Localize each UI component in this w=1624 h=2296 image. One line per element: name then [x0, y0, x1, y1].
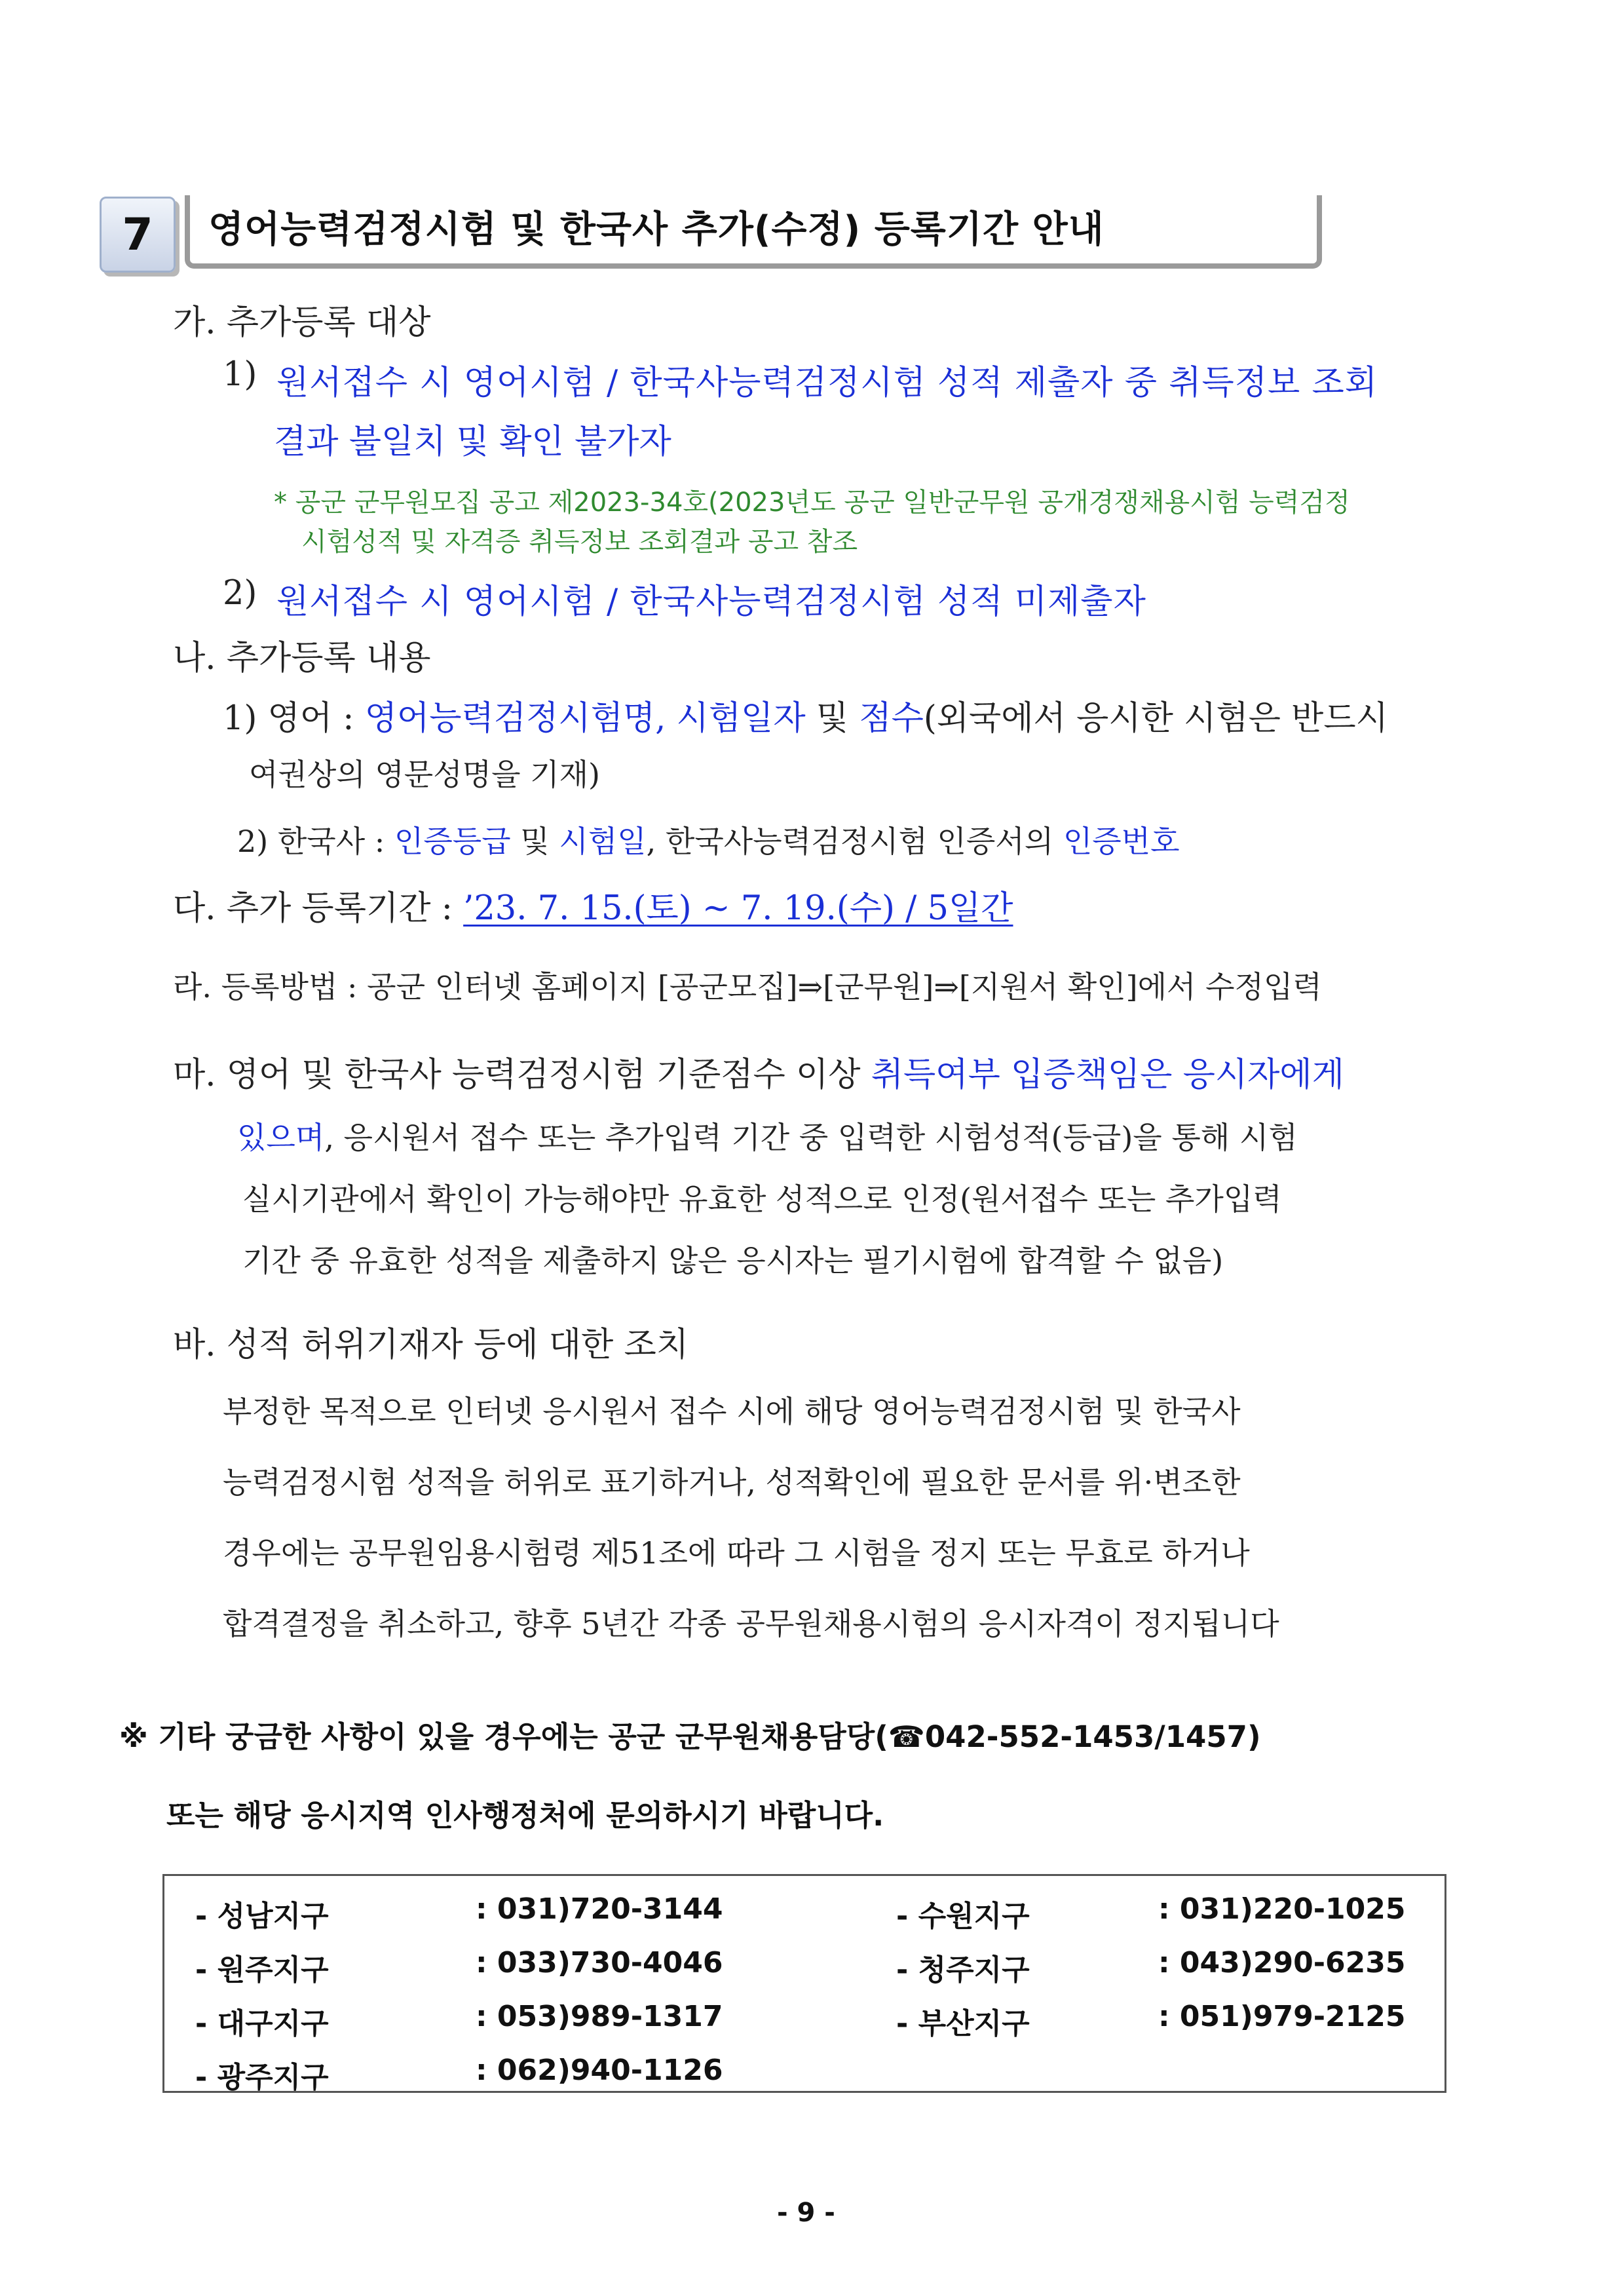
phone-name-cheongju: - 청주지구: [896, 1953, 1030, 1987]
section-ba-line1: 부정한 목적으로 인터넷 응시원서 접수 시에 해당 영어능력검정시험 및 한국사: [223, 1394, 1241, 1429]
section-na-item2: [237, 818, 1180, 861]
section-na-heading: 나. 추가등록 내용: [173, 639, 431, 678]
section-na-item1-and: 및: [816, 699, 849, 738]
section-ga-item1-line1: 원서접수 시 영어시험 / 한국사능력검정시험 성적 제출자 중 취득정보 조회: [276, 364, 1378, 402]
section-ma-line2: [237, 1114, 1298, 1157]
section-ra: 라. 등록방법 : 공군 인터넷 홈페이지 [공군모집]⇒[군무원]⇒[지원서 확인]에서 수정입력: [173, 969, 1322, 1004]
section-ba-heading: 바. 성적 허위기재자 등에 대한 조치: [173, 1326, 689, 1364]
page-number: - 9 -: [777, 2198, 835, 2228]
section-ga-item2-num: 2): [223, 574, 257, 613]
phone-number-busan: : 051)979-2125: [1158, 2000, 1406, 2033]
section-da: [173, 881, 1013, 929]
section-ga-heading: 가. 추가등록 대상: [173, 303, 431, 342]
phone-number-cheongju: : 043)290-6235: [1158, 1946, 1406, 1980]
section-ba-line2: 능력검정시험 성적을 허위로 표기하거나, 성적확인에 필요한 문서를 위·변조한: [223, 1464, 1241, 1500]
section-ga-item2: 원서접수 시 영어시험 / 한국사능력검정시험 성적 미제출자: [276, 583, 1146, 621]
phone-number-daegu: : 053)989-1317: [476, 2000, 723, 2033]
section-number-badge: 7: [100, 197, 176, 273]
section-ma-line1-a: 마. 영어 및 한국사 능력검정시험 기준점수 이상: [173, 1056, 861, 1094]
phone-name-daegu: - 대구지구: [195, 2007, 329, 2040]
section-ga-note-line1: * 공군 군무원모집 공고 제2023-34호(2023년도 공군 일반군무원 공개경쟁채용시험 능력검정: [274, 488, 1350, 518]
section-ga-item1-num: 1): [223, 355, 257, 394]
section-ma-line2-blue: 있으며: [237, 1120, 325, 1155]
phone-name-suwon: - 수원지구: [896, 1900, 1030, 1933]
phone-name-gwangju: - 광주지구: [195, 2061, 329, 2094]
section-ma-line1-blue: 취득여부 입증책임은 응시자에게: [871, 1056, 1344, 1094]
phone-name-seongnam: - 성남지구: [195, 1900, 329, 1933]
section-na-item2-blue3: 인증번호: [1063, 824, 1180, 859]
section-na-item2-blue2: 시험일: [559, 824, 647, 859]
section-na-item1-prefix: 1) 영어 :: [223, 699, 354, 738]
phone-number-suwon: : 031)220-1025: [1158, 1892, 1406, 1926]
phone-name-wonju: - 원주지구: [195, 1953, 329, 1987]
section-na-item2-and: 및: [520, 824, 550, 859]
phone-number-seongnam: : 031)720-3144: [476, 1892, 723, 1926]
section-ma-line4: 기간 중 유효한 성적을 제출하지 않은 응시자는 필기시험에 합격할 수 없음): [242, 1243, 1224, 1278]
section-na-item2-prefix: 2) 한국사 :: [237, 824, 385, 859]
section-ma-line3: 실시기관에서 확인이 가능해야만 유효한 성적으로 인정(원서접수 또는 추가입력: [242, 1181, 1282, 1217]
section-na-item2-blue1: 인증등급: [394, 824, 511, 859]
section-ba-line4: 합격결정을 취소하고, 향후 5년간 각종 공무원채용시험의 응시자격이 정지됩니다: [223, 1606, 1279, 1641]
contact-line1: ※ 기타 궁금한 사항이 있을 경우에는 공군 군무원채용담당(☎042-552-1453/1457): [119, 1719, 1261, 1754]
section-ma-line1: [173, 1047, 1344, 1096]
section-ma-line2-rest: , 응시원서 접수 또는 추가입력 기간 중 입력한 시험성적(등급)을 통해 시험: [324, 1120, 1298, 1155]
phone-name-busan: - 부산지구: [896, 2007, 1030, 2040]
section-na-item1-line2: 여권상의 영문성명을 기재): [249, 757, 600, 792]
section-na-item1-blue2: 점수: [859, 699, 924, 738]
section-na-item1-rest: (외국에서 응시한 시험은 반드시: [923, 699, 1388, 738]
section-da-heading: 다. 추가 등록기간 :: [173, 889, 453, 928]
section-na-item2-mid: , 한국사능력검정시험 인증서의: [646, 824, 1054, 859]
section-ga-item1-line2: 결과 불일치 및 확인 불가자: [274, 423, 671, 461]
section-ba-line3: 경우에는 공무원임용시험령 제51조에 따라 그 시험을 정지 또는 무효로 하거나: [223, 1535, 1250, 1571]
section-da-period: ’23. 7. 15.(토) ~ 7. 19.(수) / 5일간: [463, 889, 1013, 928]
section-na-item1-blue1: 영어능력검정시험명, 시험일자: [364, 699, 806, 738]
phone-number-wonju: : 033)730-4046: [476, 1946, 723, 1980]
contact-line2: 또는 해당 응시지역 인사행정처에 문의하시기 바랍니다.: [166, 1798, 884, 1833]
section-na-item1-line1: [223, 691, 1388, 739]
page-title: 영어능력검정시험 및 한국사 추가(수정) 등록기간 안내: [208, 208, 1105, 251]
section-ga-note-line2: 시험성적 및 자격증 취득정보 조회결과 공고 참조: [301, 527, 858, 557]
phone-number-gwangju: : 062)940-1126: [476, 2054, 723, 2087]
